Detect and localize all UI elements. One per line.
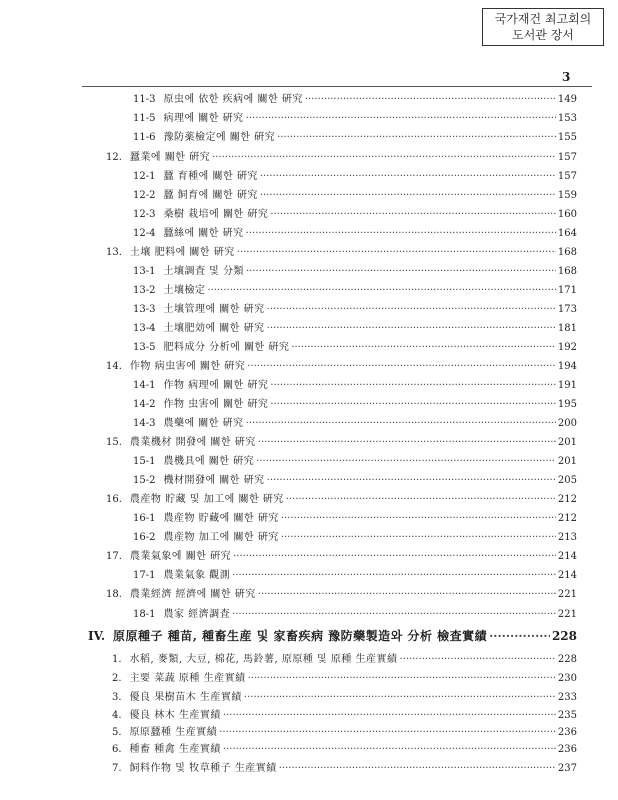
toc-leader-dots: [270, 208, 556, 222]
toc-entry-title: 桑樹 栽培에 關한 硏究: [163, 209, 269, 220]
toc-entry-page: 160: [557, 209, 577, 220]
toc-entry-title: 農業機材 開發에 關한 硏究: [129, 437, 256, 448]
toc-entry-title: 機材開發에 關한 硏究: [163, 475, 265, 486]
toc-entry: [112, 762, 577, 776]
toc-entry-number: 18-1: [133, 609, 156, 620]
toc-entry-page: 230: [557, 673, 577, 684]
toc-leader-dots: [232, 608, 556, 622]
toc-entry-title: 土壤調査 및 分類: [163, 266, 244, 277]
toc-entry: [133, 341, 577, 355]
toc-leader-dots: [248, 672, 556, 686]
toc-entry: [106, 493, 577, 507]
toc-leader-dots: [256, 455, 556, 469]
toc-entry-number: 11-5: [133, 113, 156, 124]
toc-entry-page: 181: [557, 323, 577, 334]
toc-entry-number: IV.: [88, 629, 106, 643]
toc-entry-number: 2.: [112, 673, 122, 684]
toc-entry-number: 17-1: [133, 570, 156, 581]
toc-entry-number: 14-3: [133, 418, 156, 429]
toc-entry-title: 蠶絲에 關한 硏究: [163, 228, 244, 239]
toc-entry-page: 164: [557, 228, 577, 239]
toc-entry-number: 15-2: [133, 475, 156, 486]
toc-leader-dots: [233, 550, 556, 564]
toc-leader-dots: [237, 246, 556, 260]
toc-entry-number: 13-3: [133, 304, 156, 315]
toc-entry-number: 4.: [112, 710, 122, 721]
toc-entry-page: 171: [557, 285, 577, 296]
toc-entry: [133, 303, 577, 317]
toc-leader-dots: [267, 322, 556, 336]
toc-entry: [106, 246, 577, 260]
toc-entry-page: 201: [557, 437, 577, 448]
toc-leader-dots: [489, 628, 550, 644]
toc-entry: [133, 512, 577, 526]
toc-leader-dots: [279, 762, 556, 776]
toc-leader-dots: [260, 189, 556, 203]
toc-entry: [112, 709, 577, 723]
toc-entry-number: 1.: [112, 654, 122, 665]
stamp-line-1: 국가재건 최고회의: [494, 12, 592, 26]
toc-entry-number: 13-4: [133, 323, 156, 334]
toc-entry-title: 土壤肥効에 關한 硏究: [163, 323, 265, 334]
toc-entry-number: 12-1: [133, 171, 156, 182]
toc-leader-dots: [219, 726, 556, 740]
toc-entry: [106, 588, 577, 602]
toc-leader-dots: [247, 360, 556, 374]
toc-entry: [133, 208, 577, 222]
toc-entry: [133, 93, 577, 107]
toc-entry-page: 155: [557, 132, 577, 143]
toc-leader-dots: [258, 588, 556, 602]
stamp-line-2: 도서관 장서: [512, 28, 574, 42]
toc-entry: [133, 455, 577, 469]
toc-entry-page: 205: [557, 475, 577, 486]
toc-entry-title: 原原蠶種 生産實績: [129, 727, 218, 738]
toc-entry: [106, 151, 577, 165]
toc-entry-title: 作物 病虫害에 關한 硏究: [129, 361, 246, 372]
toc-entry: [133, 112, 577, 126]
toc-entry-title: 優良 果樹苗木 生産實績: [129, 692, 242, 703]
toc-entry-title: 農業氣象 觀測: [163, 570, 231, 581]
toc-leader-dots: [258, 436, 556, 450]
toc-entry: [112, 743, 577, 757]
toc-entry-number: 16-2: [133, 532, 156, 543]
toc-entry-title: 土壤 肥料에 關한 硏究: [129, 247, 235, 258]
toc-entry-page: 228: [557, 654, 577, 665]
toc-entry-title: 水稻, 麥類, 大豆, 棉花, 馬鈴薯, 原原種 및 原種 生産實績: [129, 654, 398, 665]
toc-leader-dots: [277, 131, 556, 145]
toc-leader-dots: [267, 303, 556, 317]
toc-entry-number: 7.: [112, 763, 122, 774]
toc-entry-title: 農家 經濟調査: [163, 609, 231, 620]
toc-entry: [133, 265, 577, 279]
toc-entry-number: 11-3: [133, 94, 156, 105]
toc-entry: [133, 189, 577, 203]
toc-entry-title: 肥料成分 分析에 關한 硏究: [163, 342, 290, 353]
toc-leader-dots: [212, 151, 556, 165]
toc-entry-page: 168: [557, 266, 577, 277]
toc-leader-dots: [223, 743, 556, 757]
toc-entry: [133, 322, 577, 336]
toc-entry: [133, 608, 577, 622]
toc-entry-title: 農機具에 關한 硏究: [163, 456, 255, 467]
toc-entry-number: 18.: [106, 589, 122, 600]
toc-leader-dots: [400, 653, 556, 667]
toc-leader-dots: [246, 417, 556, 431]
toc-entry-title: 土壤檢定: [163, 285, 206, 296]
toc-entry: [133, 170, 577, 184]
toc-entry: [133, 398, 577, 412]
toc-entry-title: 原原種子 種苗, 種畜生産 및 家畜疾病 豫防藥製造와 分析 檢査實績: [113, 629, 488, 643]
toc-entry-page: 214: [557, 570, 577, 581]
toc-entry-number: 12-3: [133, 209, 156, 220]
toc-entry-page: 213: [557, 532, 577, 543]
toc-entry: [133, 379, 577, 393]
toc-entry: [112, 726, 577, 740]
toc-entry-title: 土壤管理에 關한 硏究: [163, 304, 265, 315]
toc-entry-number: 13.: [106, 247, 122, 258]
toc-entry-number: 12-2: [133, 190, 156, 201]
toc-leader-dots: [281, 512, 556, 526]
toc-entry: [133, 131, 577, 145]
toc-entry-page: 200: [557, 418, 577, 429]
toc-entry-number: 14-2: [133, 399, 156, 410]
toc-entry: [133, 284, 577, 298]
toc-entry-number: 13-2: [133, 285, 156, 296]
toc-leader-dots: [291, 341, 556, 355]
toc-entry-page: 237: [557, 763, 577, 774]
toc-entry-title: 農業經濟 經濟에 關한 硏究: [129, 589, 256, 600]
toc-entry-number: 13-1: [133, 266, 156, 277]
toc-entry-title: 原虫에 依한 疾病에 關한 硏究: [163, 94, 303, 105]
toc-entry-number: 6.: [112, 744, 122, 755]
toc-entry-title: 蠶 飼育에 關한 硏究: [163, 190, 258, 201]
toc-entry-page: 149: [557, 94, 577, 105]
toc-entry-page: 212: [557, 494, 577, 505]
toc-entry-title: 農産物 貯藏 및 加工에 關한 硏究: [129, 494, 284, 505]
toc-entry: [133, 417, 577, 431]
toc-entry-page: 192: [557, 342, 577, 353]
toc-entry-title: 農産物 貯藏에 關한 硏究: [163, 513, 279, 524]
toc-entry: [106, 550, 577, 564]
toc-entry-page: 191: [557, 380, 577, 391]
toc-entry-number: 14.: [106, 361, 122, 372]
toc-entry-page: 157: [557, 152, 577, 163]
toc-leader-dots: [267, 474, 556, 488]
toc-entry-page: 173: [557, 304, 577, 315]
toc-leader-dots: [246, 112, 556, 126]
toc-entry-page: 201: [557, 456, 577, 467]
toc-entry-page: 233: [557, 692, 577, 703]
toc-entry-title: 蠶業에 關한 硏究: [129, 152, 211, 163]
toc-entry: [106, 436, 577, 450]
toc-leader-dots: [244, 691, 556, 705]
toc-leader-dots: [286, 493, 556, 507]
toc-entry-title: 農藥에 關한 硏究: [163, 418, 244, 429]
toc-leader-dots: [246, 227, 556, 241]
toc-entry-page: 159: [557, 190, 577, 201]
toc-entry: [133, 227, 577, 241]
toc-entry-title: 作物 病理에 關한 硏究: [163, 380, 269, 391]
toc-entry-number: 15-1: [133, 456, 156, 467]
toc-entry-page: 195: [557, 399, 577, 410]
toc-entry-title: 豫防薬檢定에 關한 硏究: [163, 132, 276, 143]
toc-entry: [112, 653, 577, 667]
toc-entry-title: 優良 林木 生産實績: [129, 710, 221, 721]
toc-entry-page: 235: [557, 710, 577, 721]
toc-entry-page: 153: [557, 113, 577, 124]
toc-entry-number: 16-1: [133, 513, 156, 524]
toc-entry-number: 15.: [106, 437, 122, 448]
toc-entry-page: 221: [557, 589, 577, 600]
toc-leader-dots: [223, 709, 556, 723]
toc-entry-page: 228: [551, 629, 577, 643]
toc-entry-page: 212: [557, 513, 577, 524]
toc-entry-number: 14-1: [133, 380, 156, 391]
toc-leader-dots: [270, 379, 556, 393]
toc-entry-title: 蠶 育種에 關한 硏究: [163, 171, 258, 182]
toc-entry-page: 236: [557, 727, 577, 738]
toc-entry-title: 飼料作物 및 牧草種子 生産實績: [129, 763, 277, 774]
toc-entry-page: 221: [557, 609, 577, 620]
toc-leader-dots: [270, 398, 556, 412]
toc-entry-page: 168: [557, 247, 577, 258]
toc-leader-dots: [305, 93, 556, 107]
toc-entry-page: 214: [557, 551, 577, 562]
toc-entry-number: 12-4: [133, 228, 156, 239]
toc-leader-dots: [260, 170, 556, 184]
toc-entry-page: 157: [557, 171, 577, 182]
toc-entry: [112, 672, 577, 686]
toc-entry: [133, 531, 577, 545]
toc-entry-number: 16.: [106, 494, 122, 505]
toc-entry-number: 13-5: [133, 342, 156, 353]
toc-entry: [133, 474, 577, 488]
toc-entry-page: 236: [557, 744, 577, 755]
toc-entry: [106, 360, 577, 374]
toc-leader-dots: [232, 569, 556, 583]
page-number: 3: [562, 70, 571, 84]
toc-entry-title: 主要 菜蔬 原種 生産實績: [129, 673, 246, 684]
toc-leader-dots: [207, 284, 555, 298]
toc-entry: [133, 569, 577, 583]
toc-entry-number: 5.: [112, 727, 122, 738]
toc-entry-page: 194: [557, 361, 577, 372]
toc-entry-title: 病理에 關한 硏究: [163, 113, 244, 124]
toc-leader-dots: [281, 531, 556, 545]
toc-leader-dots: [246, 265, 556, 279]
toc-entry-title: 作物 虫害에 關한 硏究: [163, 399, 269, 410]
toc-entry-title: 農産物 加工에 關한 硏究: [163, 532, 279, 543]
toc-section-heading: [88, 628, 577, 644]
toc-entry-title: 種畜 種禽 生産實績: [129, 744, 221, 755]
toc-entry-number: 17.: [106, 551, 122, 562]
toc-entry: [112, 691, 577, 705]
toc-entry-title: 農業氣象에 關한 硏究: [129, 551, 232, 562]
toc-entry-number: 12.: [106, 152, 122, 163]
toc-entry-number: 3.: [112, 692, 122, 703]
toc-entry-number: 11-6: [133, 132, 156, 143]
